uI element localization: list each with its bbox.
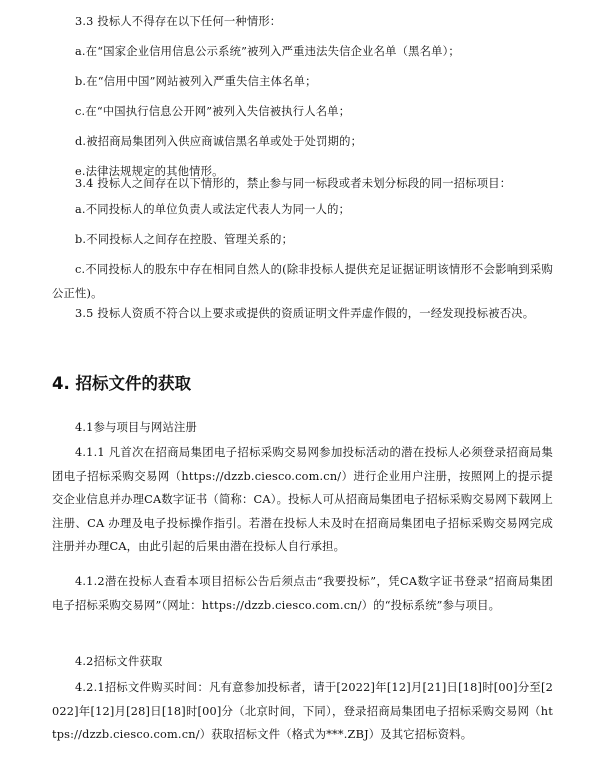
clause-3-5: 3.5 投标人资质不符合以上要求或提供的资质证明文件弄虚作假的，一经发现投标被否决。 bbox=[75, 307, 535, 320]
clause-4-2-1: 4.2.1招标文件购买时间：凡有意参加投标者，请于[2022]年[12]月[21]日[18]时[00]分至[2022]年[12]月[28]日[18]时[00]分（北京时间，下同），登录招商局集团电子招标采购交易网（https://dzzb.ciesco.com.cn/）获取招标文件（格式为***.ZBJ）及其它招标资料。 bbox=[52, 681, 553, 741]
clause-4-1-2: 4.1.2潜在投标人查看本项目招标公告后须点击“我要投标”，凭CA数字证书登录“招商局集团电子招标采购交易网”（网址：https://dzzb.ciesco.com.cn/）的“投标系统”参与项目。 bbox=[52, 575, 553, 612]
list-item: c.不同投标人的股东中存在相同自然人的(除非投标人提供充足证据证明该情形不会影响到采购公正性)。 bbox=[52, 263, 553, 300]
list-item: b.不同投标人之间存在控股、管理关系的； bbox=[75, 233, 294, 246]
list-item: d.被招商局集团列入供应商诚信黑名单或处于处罚期的； bbox=[75, 135, 363, 148]
clause-3-3: 3.3 投标人不得存在以下任何一种情形： bbox=[75, 15, 282, 28]
section-heading: 4. 招标文件的获取 bbox=[52, 374, 191, 393]
list-item: c.在“中国执行信息公开网”被列入失信被执行人名单； bbox=[75, 105, 351, 118]
clause-3-4: 3.4 投标人之间存在以下情形的，禁止参与同一标段或者未划分标段的同一招标项目： bbox=[75, 177, 512, 190]
subheading-4-1: 4.1参与项目与网站注册 bbox=[75, 421, 198, 434]
clause-3-4-list bbox=[52, 198, 553, 305]
clause-4-1-1: 4.1.1 凡首次在招商局集团电子招标采购交易网参加投标活动的潜在投标人必须登录招商局集团电子招标采购交易网（https://dzzb.ciesco.com.cn/）进行企业用户注册，按照网上的提示提交企业信息并办理CA数字证书（简称：CA）。投标人可从招商局集团电子招标采购交易网下载网上注册、CA 办理及电子投标操作指引。若潜在投标人未及时在招商局集团电子招标采购交易网完成注册并办理CA，由此引起的后果由潜在投标人自行承担。 bbox=[52, 446, 553, 553]
clause-3-3-list bbox=[52, 40, 553, 184]
list-item: e.法律法规规定的其他情形。 bbox=[75, 165, 224, 178]
list-item: a.不同投标人的单位负责人或法定代表人为同一人的； bbox=[75, 203, 351, 216]
list-item: a.在“国家企业信用信息公示系统”被列入严重违法失信企业名单（黑名单）； bbox=[75, 45, 460, 58]
list-item: b.在“信用中国”网站被列入严重失信主体名单； bbox=[75, 75, 317, 88]
subheading-4-2: 4.2招标文件获取 bbox=[75, 655, 163, 668]
